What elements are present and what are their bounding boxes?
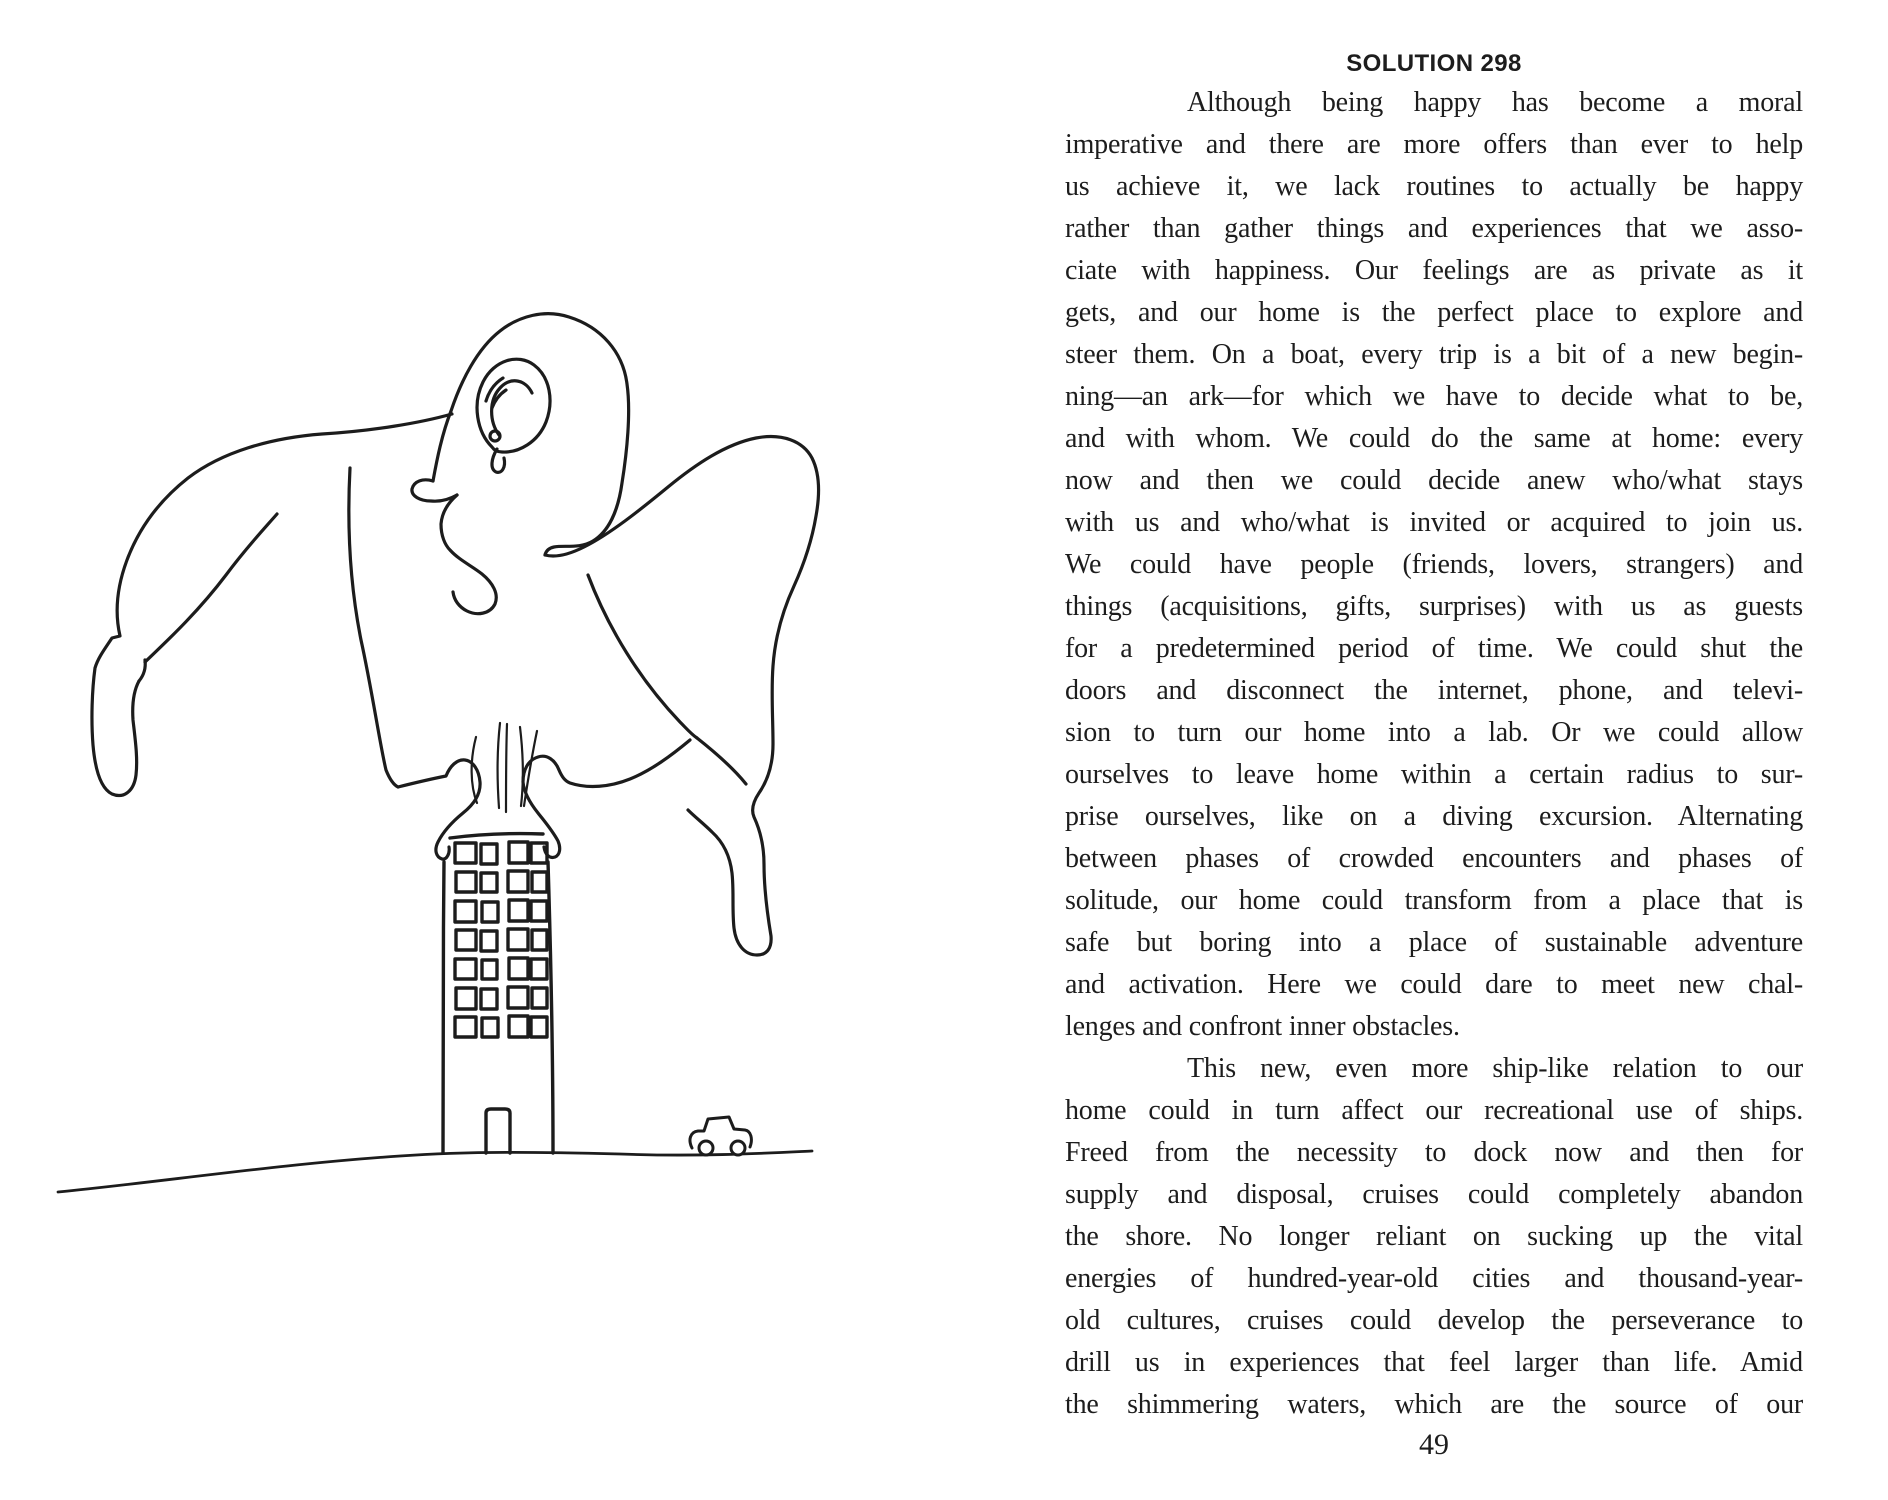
building-door — [486, 1109, 510, 1153]
ground-line — [58, 1151, 812, 1192]
text-line: solitude, our home could transform from a place that is — [1065, 885, 1803, 916]
text-line: old cultures, cruises could develop the perseverance to — [1065, 1305, 1803, 1336]
figure-left-limb — [92, 414, 452, 795]
paragraph-1 — [1065, 82, 1803, 1048]
text-line: rather than gather things and experiences that we asso- — [1065, 213, 1803, 244]
text-line: This new, even more ship-like relation to our — [1187, 1053, 1803, 1084]
figure-left-inner-line — [145, 514, 277, 662]
text-line: Freed from the necessity to dock now and then for — [1065, 1137, 1803, 1168]
figure-nose — [412, 480, 457, 501]
paragraph-2 — [1065, 1048, 1803, 1426]
text-line: drill us in experiences that feel larger than life. Amid — [1065, 1347, 1803, 1378]
text-line: and with whom. We could do the same at home: every — [1065, 423, 1803, 454]
text-line: the shimmering waters, which are the source of our — [1065, 1389, 1803, 1420]
solution-heading: SOLUTION 298 — [1346, 50, 1522, 77]
text-line: things (acquisitions, gifts, surprises) with us as guests — [1065, 591, 1803, 622]
text-line: and activation. Here we could dare to meet new chal- — [1065, 969, 1803, 1000]
text-line: us achieve it, we lack routines to actually be happy — [1065, 171, 1803, 202]
text-line: steer them. On a boat, every trip is a bit of a new begin- — [1065, 339, 1803, 370]
page-number: 49 — [1419, 1428, 1449, 1461]
text-line: ning—an ark—for which we have to decide what to be, — [1065, 381, 1803, 412]
figure-body-left — [349, 468, 398, 787]
building-windows — [455, 842, 547, 1037]
building-right-wall — [548, 862, 553, 1153]
text-column — [1065, 50, 1803, 1462]
figure-right-inner-line — [588, 575, 697, 738]
car — [690, 1117, 751, 1155]
text-line: ourselves to leave home within a certain radius to sur- — [1065, 759, 1803, 790]
text-line: doors and disconnect the internet, phone, and televi- — [1065, 675, 1803, 706]
figure-earring — [490, 431, 500, 441]
text-line: for a predetermined period of time. We could shut the — [1065, 633, 1803, 664]
figure-chin-curl — [441, 495, 496, 614]
text-line: lenges and confront inner obstacles. — [1065, 1011, 1460, 1042]
figure-mouth-right-lip — [523, 740, 690, 857]
building-top-edge — [450, 834, 543, 838]
text-line: imperative and there are more offers than ever to help — [1065, 129, 1803, 160]
text-line: the shore. No longer reliant on sucking up the vital — [1065, 1221, 1803, 1252]
figure-right-ankle-link — [697, 738, 746, 784]
text-line: We could have people (friends, lovers, strangers) and — [1065, 549, 1803, 580]
text-line: prise ourselves, like on a diving excursion. Alternating — [1065, 801, 1803, 832]
text-line: ciate with happiness. Our feelings are as private as it — [1065, 255, 1803, 286]
text-line: supply and disposal, cruises could completely abandon — [1065, 1179, 1803, 1210]
text-line: home could in turn affect our recreational use of ships. — [1065, 1095, 1803, 1126]
text-line: Although being happy has become a moral — [1187, 87, 1803, 118]
text-line: between phases of crowded encounters and phases of — [1065, 843, 1803, 874]
text-line: gets, and our home is the perfect place to explore and — [1065, 297, 1803, 328]
figure-head — [433, 314, 629, 555]
figure-right-limb — [545, 437, 819, 955]
text-line: safe but boring into a place of sustainable adventure — [1065, 927, 1803, 958]
building — [443, 834, 553, 1153]
figure-ear — [477, 359, 550, 452]
text-line: sion to turn our home into a lab. Or we could allow — [1065, 717, 1803, 748]
text-line: energies of hundred-year-old cities and thousand-year- — [1065, 1263, 1803, 1294]
text-line: now and then we could decide anew who/what stays — [1065, 465, 1803, 496]
text-line: with us and who/what is invited or acquired to join us. — [1065, 507, 1803, 538]
building-left-wall — [443, 862, 444, 1153]
